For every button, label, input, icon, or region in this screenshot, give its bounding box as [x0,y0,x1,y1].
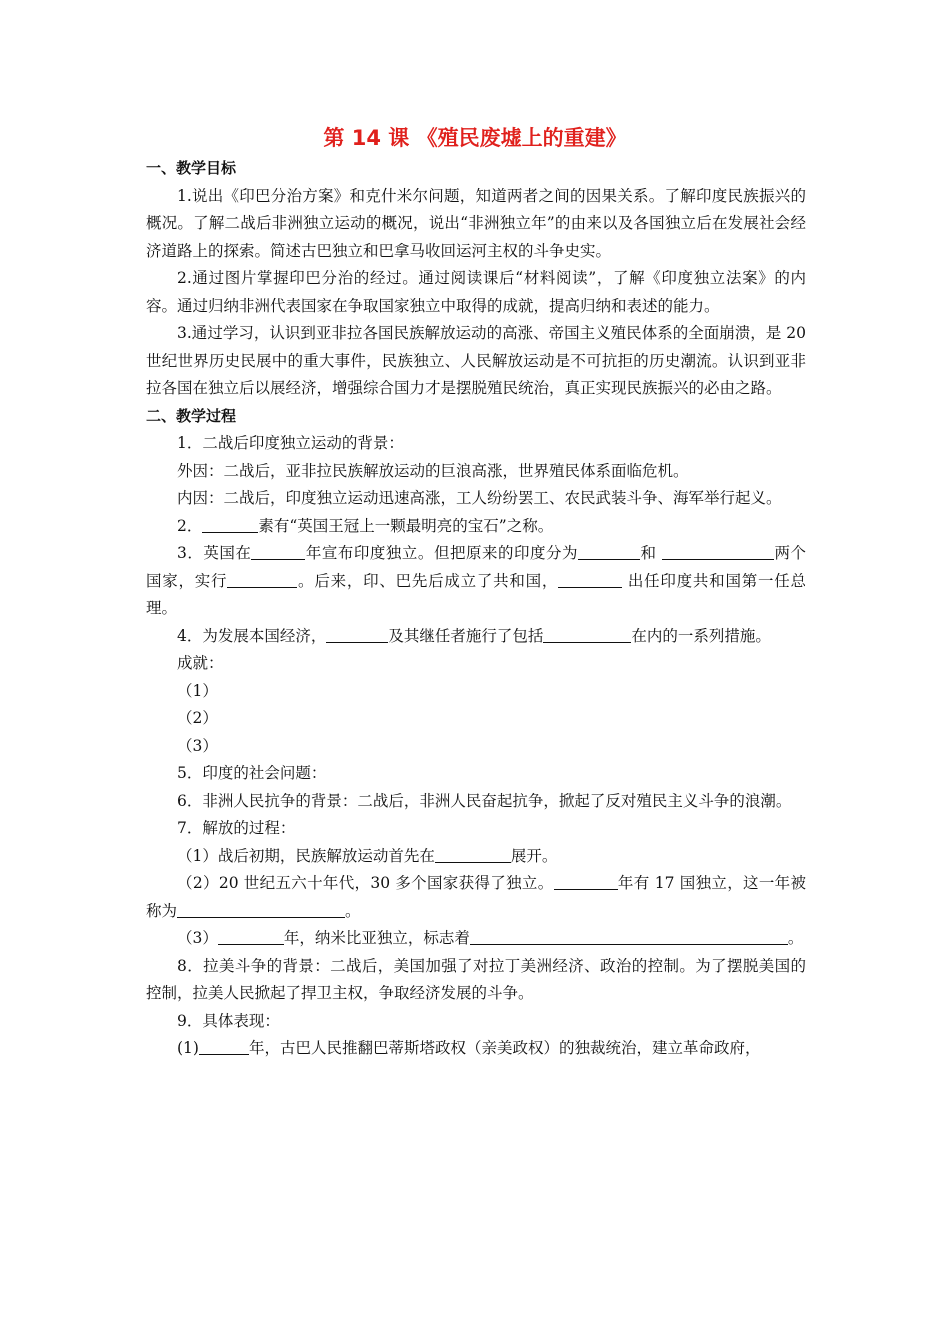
external-cause: 外因：二战后，亚非拉民族解放运动的巨浪高涨，世界殖民体系面临危机。 [177,461,689,480]
process-item-6: 6．非洲人民抗争的背景：二战后，非洲人民奋起抗争，掀起了反对殖民主义斗争的浪潮。 [177,791,792,810]
item-2-number: 2． [177,516,203,535]
item-3-text: 和 [640,544,662,562]
item-3-text: 3．英国在 [177,544,252,562]
item-2-text: 素有“英国王冠上一颗最明亮的宝石”之称。 [258,516,554,535]
item-3-text: 。后来，印、巴先后成立了共和国， [297,571,559,590]
goal-paragraph-3: 3.通过学习，认识到亚非拉各国民族解放运动的高涨、帝国主义殖民体系的全面崩溃，是 20 世纪世界历史民展中的重大事件，民族独立、人民解放运动是不可抗拒的历史潮流。认识到亚非拉各国在独立后以展经济，增强综合国力才是摆脱殖民统治，真正实现民族振兴的必由之路。 [146,324,806,397]
achievements-label: 成就： [177,654,224,672]
fill-blank[interactable] [227,569,297,588]
item-7-text: 年，纳米比亚独立，标志着 [283,929,470,947]
item-7-sub-2 [146,870,806,925]
goals-heading: 一、教学目标 [146,159,237,177]
achievement-2: （2） [177,709,218,727]
fill-blank[interactable] [177,899,345,918]
item-9-text: (1) [177,1039,199,1057]
fill-blank[interactable] [199,1036,249,1055]
process-item-8: 8．拉美斗争的背景：二战后，美国加强了对拉丁美洲经济、政治的控制。为了摆脱美国的控制，拉美人民掀起了捍卫主权，争取经济发展的斗争。 [146,956,806,1002]
fill-blank[interactable] [578,541,640,560]
process-item-5: 5．印度的社会问题： [177,764,327,782]
process-item-3 [146,540,806,623]
fill-blank[interactable] [662,541,774,560]
item-7-text: 年有 17 国独立，这一年被称为 [146,874,806,920]
process-item-2 [146,513,806,541]
fill-blank[interactable] [543,624,631,643]
item-4-text: 及其继任者施行了包括 [388,626,544,645]
item-4-text: 在内的一系列措施。 [631,626,771,645]
process-item-7: 7．解放的过程： [177,819,296,837]
item-7-text: （3） [177,929,218,947]
achievement-1: （1） [177,681,218,700]
internal-cause: 内因：二战后，印度独立运动迅速高涨，工人纷纷罢工、农民武装斗争、海军举行起义。 [177,489,782,507]
goal-paragraph-2: 2.通过图片掌握印巴分治的经过。通过阅读课后“材料阅读”，了解《印度独立法案》的内容。通过归纳非洲代表国家在争取国家独立中取得的成就，提高归纳和表述的能力。 [146,269,806,315]
fill-blank[interactable] [326,624,388,643]
goal-paragraph-1: 1.说出《印巴分治方案》和克什米尔问题，知道两者之间的因果关系。了解印度民族振兴的概况。了解二战后非洲独立运动的概况，说出“非洲独立年”的由来以及各国独立后在发展社会经济道路上的探索。简述古巴独立和巴拿马收回运河主权的斗争史实。 [146,186,806,260]
fill-blank[interactable] [202,514,258,533]
fill-blank[interactable] [558,569,622,588]
item-7-text: 展开。 [510,846,558,865]
item-7-text: （2）20 世纪五六十年代，30 多个国家获得了独立。 [177,874,554,892]
item-9-text: 年，古巴人民推翻巴蒂斯塔政权（亲美政权）的独裁统治，建立革命政府， [248,1039,761,1057]
item-9-sub-1 [146,1035,806,1063]
fill-blank[interactable] [470,926,788,945]
item-7-text: 。 [787,929,804,947]
item-7-text: （1）战后初期，民族解放运动首先在 [177,846,435,865]
item-7-sub-3 [146,925,806,953]
fill-blank[interactable] [251,541,305,560]
achievement-3: （3） [177,736,218,755]
process-item-1: 1．二战后印度独立运动的背景： [177,434,404,452]
process-item-9: 9．具体表现： [177,1011,280,1030]
document-body [146,155,806,1063]
item-7-text: 。 [345,901,361,920]
process-item-4 [146,623,806,651]
fill-blank[interactable] [554,871,618,890]
item-7-sub-1 [146,843,806,871]
item-3-text: 年宣布印度独立。但把原来的印度分为 [305,544,578,562]
fill-blank[interactable] [218,926,284,945]
item-3-text: 两个国家，实行 [146,544,806,590]
fill-blank[interactable] [435,844,511,863]
process-heading: 二、教学过程 [146,406,237,425]
item-4-text: 4．为发展本国经济， [177,626,327,645]
item-3-text: 出任印度共和国第一任总理。 [146,571,806,617]
lesson-title: 第 14 课 《殖民废墟上的重建》 [323,126,627,150]
